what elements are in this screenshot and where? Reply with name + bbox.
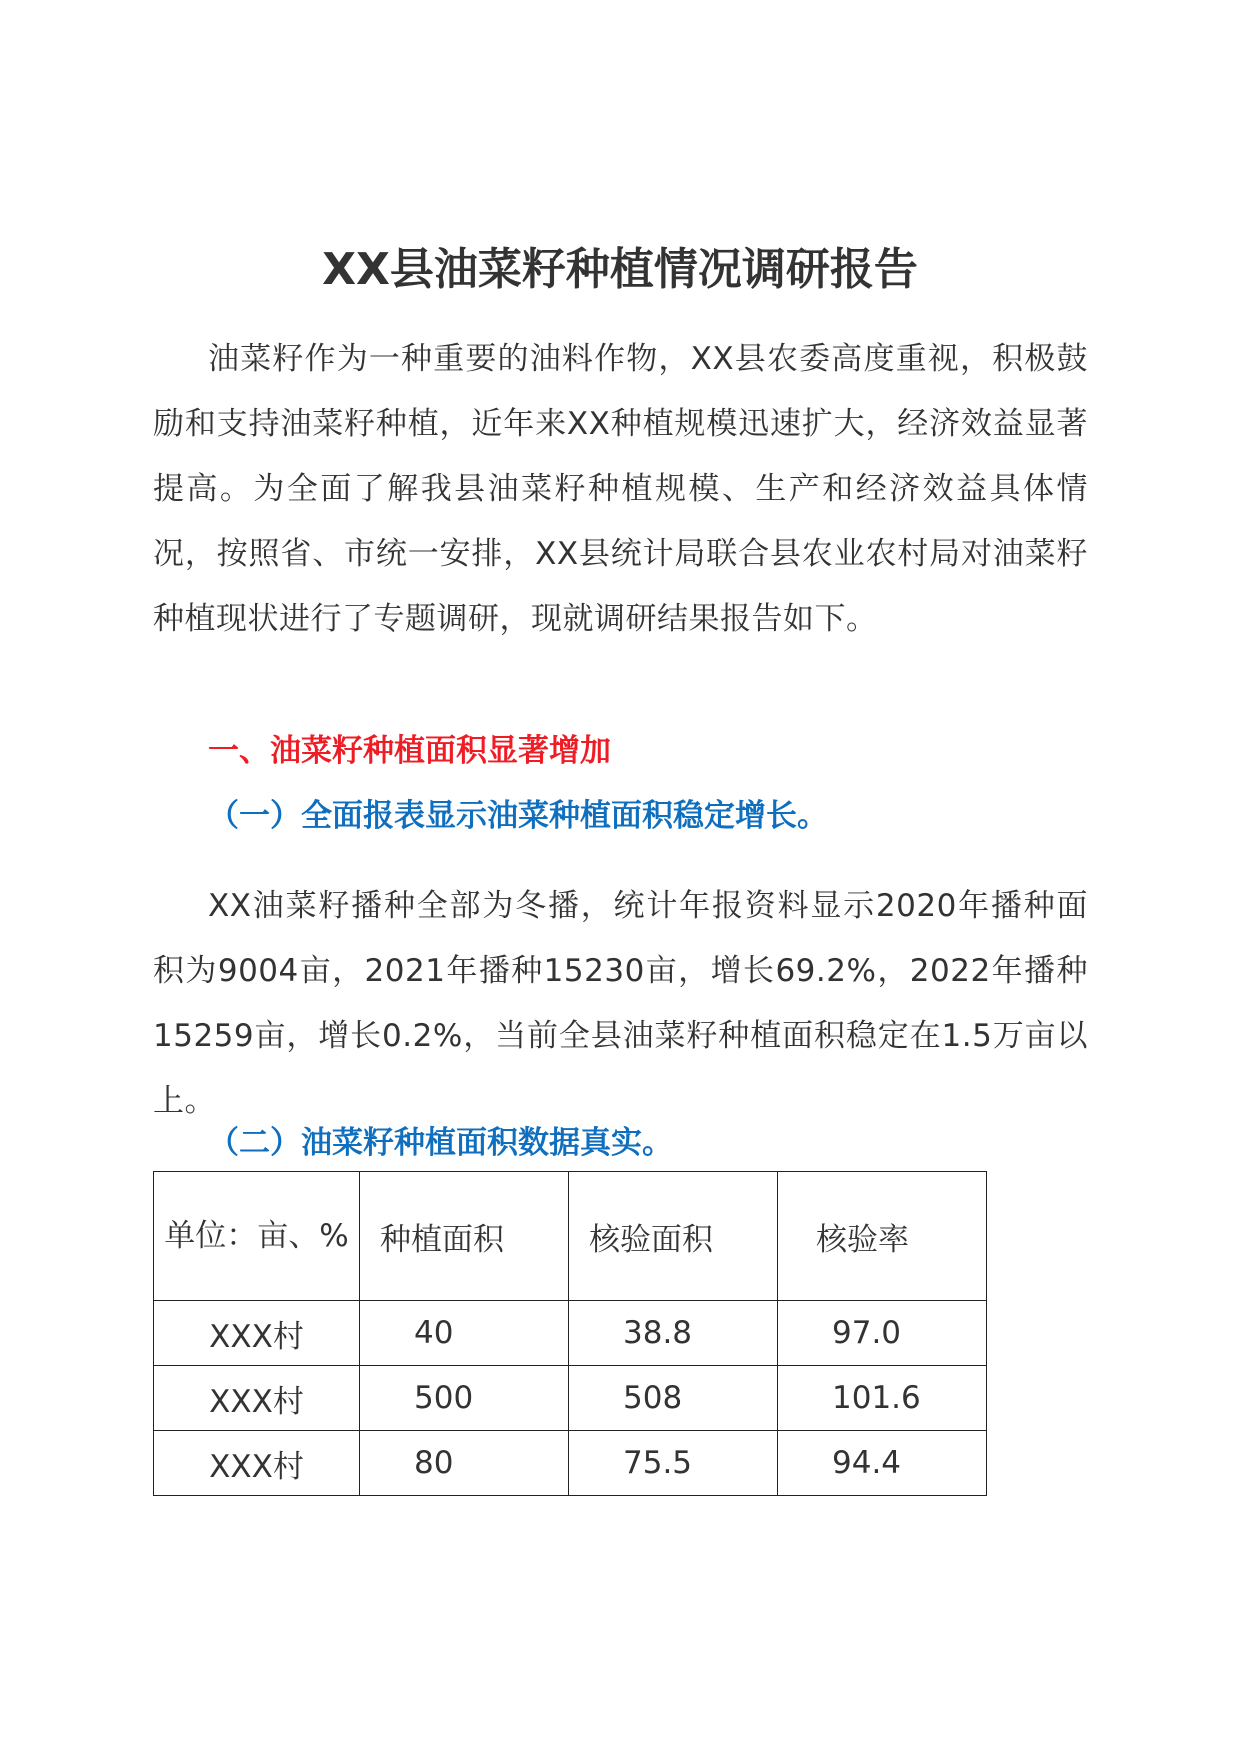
- subsection-heading-1: （一）全面报表显示油菜种植面积稳定增长。: [208, 798, 828, 834]
- table-header-verification-rate: 核验率: [778, 1172, 987, 1301]
- document-title: XX县油菜籽种植情况调研报告: [322, 244, 918, 295]
- table-cell-verification-rate: 101.6: [778, 1366, 987, 1431]
- table-cell-verified-area: 508: [569, 1366, 778, 1431]
- table-cell-planted-area: 80: [360, 1431, 569, 1496]
- table-header-verified-area: 核验面积: [569, 1172, 778, 1301]
- table-cell-verified-area: 38.8: [569, 1301, 778, 1366]
- table-cell-verified-area: 75.5: [569, 1431, 778, 1496]
- area-verification-table: [153, 1171, 987, 1496]
- subsection-heading-2: （二）油菜籽种植面积数据真实。: [208, 1125, 673, 1161]
- table-cell-verification-rate: 97.0: [778, 1301, 987, 1366]
- table-row: [154, 1366, 987, 1431]
- table-row: [154, 1431, 987, 1496]
- table-cell-planted-area: 40: [360, 1301, 569, 1366]
- table-cell-planted-area: 500: [360, 1366, 569, 1431]
- table-header-unit: 单位：亩、%: [154, 1172, 360, 1301]
- table-row: [154, 1301, 987, 1366]
- table-cell-village: XXX村: [154, 1366, 360, 1431]
- table-header-row: [154, 1172, 987, 1301]
- subsection-1-paragraph: XX油菜籽播种全部为冬播，统计年报资料显示2020年播种面积为9004亩，2021年播种15230亩，增长69.2%，2022年播种15259亩，增长0.2%，当前全县油菜籽种植面积稳定在1.5万亩以上。: [153, 888, 1088, 1119]
- section-heading-1: 一、油菜籽种植面积显著增加: [208, 733, 611, 769]
- table-header-planted-area: 种植面积: [360, 1172, 569, 1301]
- intro-paragraph: 油菜籽作为一种重要的油料作物，XX县农委高度重视，积极鼓励和支持油菜籽种植，近年来XX种植规模迅速扩大，经济效益显著提高。为全面了解我县油菜籽种植规模、生产和经济效益具体情况，按照省、市统一安排，XX县统计局联合县农业农村局对油菜籽种植现状进行了专题调研，现就调研结果报告如下。: [153, 341, 1088, 637]
- table-cell-village: XXX村: [154, 1431, 360, 1496]
- table-cell-verification-rate: 94.4: [778, 1431, 987, 1496]
- table-cell-village: XXX村: [154, 1301, 360, 1366]
